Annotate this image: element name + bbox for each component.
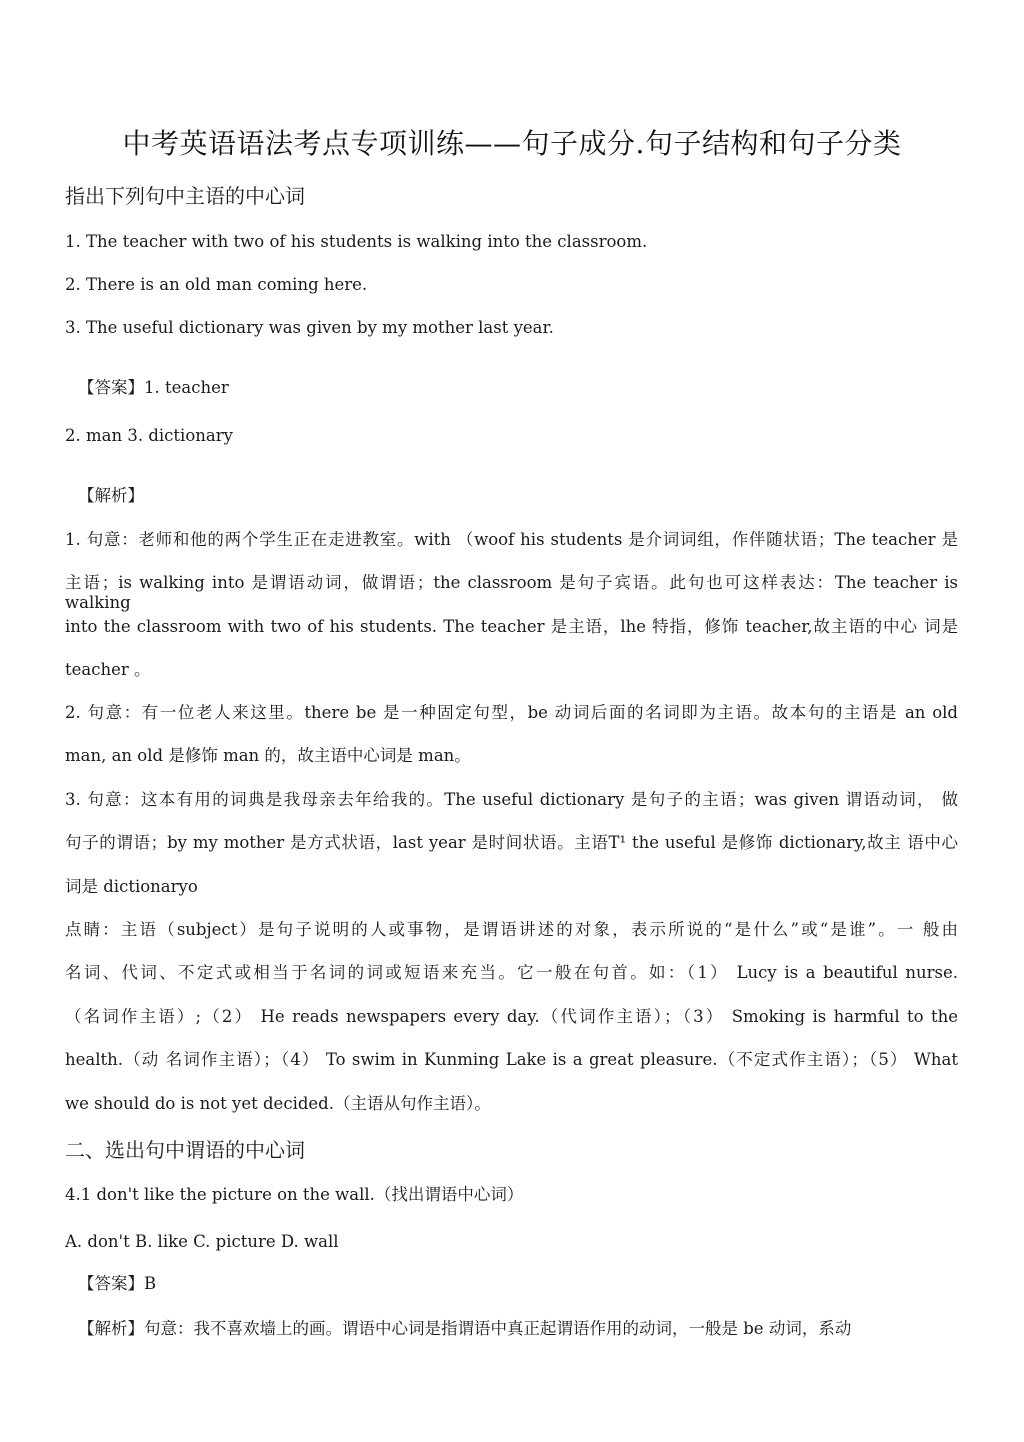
page-title: 中考英语语法考点专项训练——句子成分.句子结构和句子分类 bbox=[122, 127, 902, 160]
analysis-line: 句子的谓语；by my mother 是方式状语，last year 是时间状语。主语T¹ the useful 是修饰 dictionary,故主 语中心 bbox=[65, 833, 958, 852]
question-2: 2. There is an old man coming here. bbox=[65, 275, 368, 294]
tip-line: we should do is not yet decided.（主语从句作主语）。 bbox=[65, 1094, 491, 1113]
tip-line: 点睛：主语（subject）是句子说明的人或事物，是谓语讲述的对象，表示所说的“是什么”或“是谁”。一 般由 bbox=[65, 920, 958, 939]
answer-value: 1. teacher bbox=[144, 378, 229, 397]
section-heading: 指出下列句中主语的中心词 bbox=[65, 184, 305, 208]
question-4-options: A. don't B. like C. picture D. wall bbox=[65, 1232, 339, 1251]
analysis-line bbox=[78, 1319, 851, 1339]
analysis-line: 2. 句意：有一位老人来这里。there be 是一种固定句型，be 动词后面的名词即为主语。故本句的主语是 an old bbox=[65, 703, 958, 722]
analysis-text: 句意：我不喜欢墙上的画。谓语中心词是指谓语中真正起谓语作用的动词，一般是 be 动词，系动 bbox=[144, 1319, 852, 1338]
analysis-line: 1. 句意：老师和他的两个学生正在走进教室。with （woof his students 是介词词组，作伴随状语；The teacher 是 bbox=[65, 530, 958, 549]
question-4: 4.1 don't like the picture on the wall.（找出谓语中心词） bbox=[65, 1185, 524, 1204]
answer-line bbox=[78, 378, 229, 398]
answer-value: B bbox=[144, 1274, 157, 1293]
analysis-line: into the classroom with two of his students. The teacher 是主语，lhe 特指，修饰 teacher,故主语的中心 词是 bbox=[65, 617, 958, 636]
tip-line: health.（动 名词作主语）；（4） To swim in Kunming Lake is a great pleasure.（不定式作主语）；（5） What bbox=[65, 1050, 958, 1069]
answer-label: 【答案】 bbox=[78, 1274, 144, 1293]
analysis-line: teacher 。 bbox=[65, 660, 151, 679]
question-3: 3. The useful dictionary was given by my mother last year. bbox=[65, 318, 554, 337]
answer-line bbox=[78, 1274, 156, 1294]
analysis-line: 3. 句意：这本有用的词典是我母亲去年给我的。The useful dictionary 是句子的主语；was given 谓语动词， 做 bbox=[65, 790, 958, 809]
answer-continuation: 2. man 3. dictionary bbox=[65, 426, 233, 445]
question-1: 1. The teacher with two of his students is walking into the classroom. bbox=[65, 232, 648, 251]
answer-label: 【答案】 bbox=[78, 378, 144, 397]
analysis-line: 主语；is walking into 是谓语动词，做谓语；the classroom 是句子宾语。此句也可这样表达：The teacher is walking bbox=[65, 573, 958, 612]
analysis-line: man, an old 是修饰 man 的，故主语中心词是 man。 bbox=[65, 746, 471, 765]
tip-line: （名词作主语）;（2） He reads newspapers every day.（代词作主语）；（3） Smoking is harmful to the bbox=[65, 1007, 958, 1026]
analysis-label: 【解析】 bbox=[78, 1319, 144, 1338]
analysis-label: 【解析】 bbox=[78, 486, 144, 505]
tip-line: 名词、代词、不定式或相当于名词的词或短语来充当。它一般在句首。如：（1） Lucy is a beautiful nurse. bbox=[65, 963, 958, 982]
analysis-line: 词是 dictionaryo bbox=[65, 877, 198, 896]
section-heading: 二、选出句中谓语的中心词 bbox=[65, 1138, 305, 1162]
